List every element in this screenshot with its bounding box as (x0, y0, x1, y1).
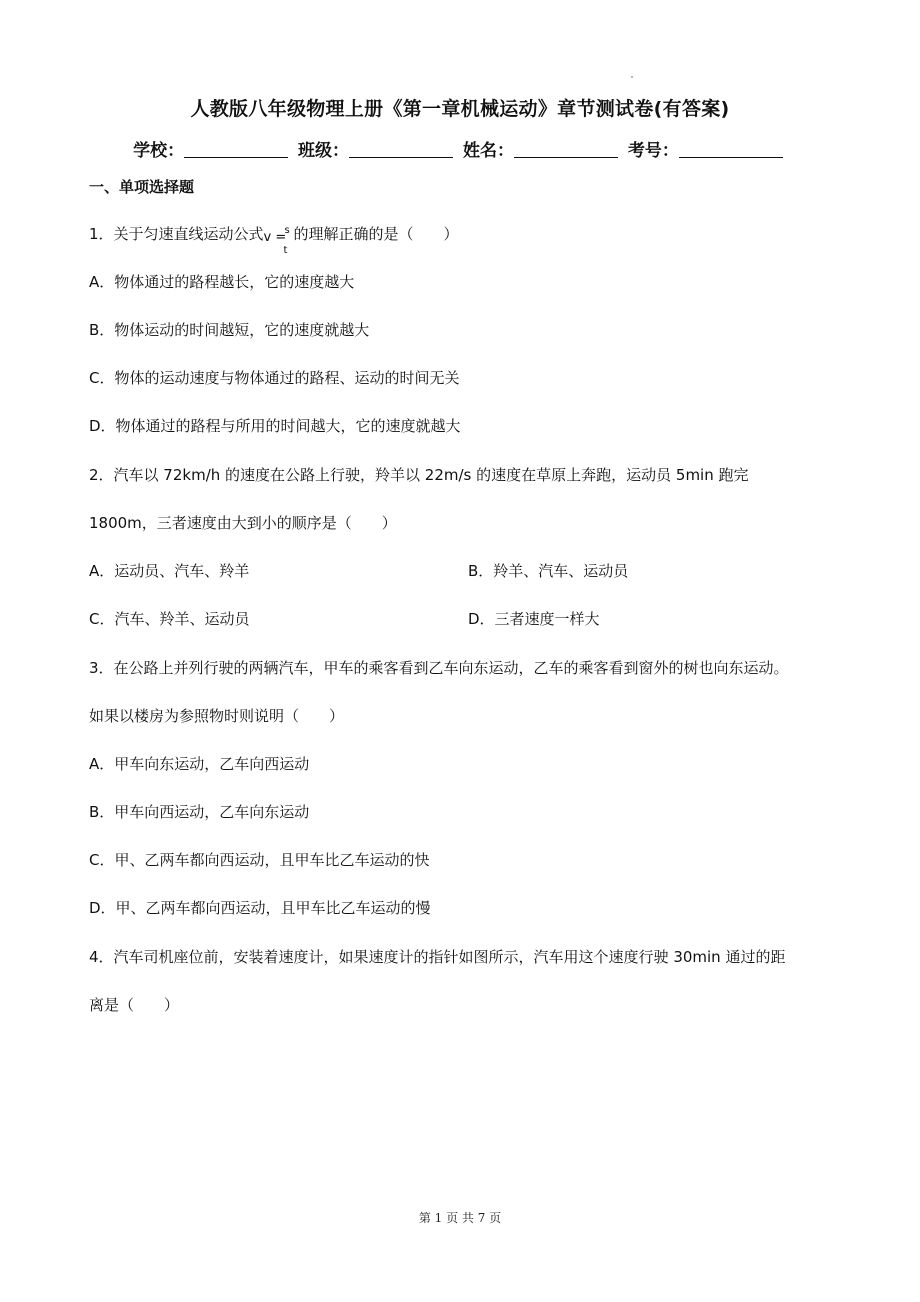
question-4-stem-line-1: 4．汽车司机座位前，安装着速度计，如果速度计的指针如图所示，汽车用这个速度行驶 30min 通过的距 (89, 948, 786, 966)
scan-dot (631, 76, 633, 78)
class-label: 班级： (298, 141, 350, 161)
question-2-stem-line-2: 1800m，三者速度由大到小的顺序是（ ） (89, 514, 397, 532)
question-2-option-d: D．三者速度一样大 (468, 610, 600, 628)
question-2-stem-line-1: 2．汽车以 72km/h 的速度在公路上行驶，羚羊以 22m/s 的速度在草原上奔跑，运动员 5min 跑完 (89, 466, 749, 484)
question-4-stem-line-2: 离是（ ） (89, 996, 180, 1014)
question-3-option-a: A．甲车向东运动，乙车向西运动 (89, 755, 310, 773)
document-title: 人教版八年级物理上册《第一章机械运动》章节测试卷(有答案) (190, 98, 730, 120)
question-1-option-b: B．物体运动的时间越短，它的速度就越大 (89, 321, 370, 339)
question-3-option-c: C．甲、乙两车都向西运动，且甲车比乙车运动的快 (89, 851, 430, 869)
question-1-option-a: A．物体通过的路程越长，它的速度越大 (89, 273, 355, 291)
velocity-formula (263, 224, 294, 256)
student-info-row (0, 136, 920, 161)
question-1-suffix: 的理解正确的是（ ） (293, 225, 459, 243)
class-blank[interactable] (349, 141, 453, 158)
formula-v: v = (263, 230, 287, 245)
formula-t: t (283, 245, 288, 256)
name-blank[interactable] (514, 141, 618, 158)
question-1-stem (89, 224, 459, 256)
question-3-option-b: B．甲车向西运动，乙车向东运动 (89, 803, 310, 821)
exam-no-label: 考号： (627, 141, 679, 161)
school-blank[interactable] (184, 141, 288, 158)
page-footer: 第 1 页 共 7 页 (418, 1211, 502, 1225)
name-label: 姓名： (462, 141, 514, 161)
question-3-option-d: D．甲、乙两车都向西运动，且甲车比乙车运动的慢 (89, 899, 431, 917)
question-2-option-b: B．羚羊、汽车、运动员 (468, 562, 629, 580)
formula-s: s (284, 225, 290, 236)
question-1-prefix: 1．关于匀速直线运动公式 (89, 225, 264, 243)
school-label: 学校： (133, 141, 185, 161)
question-3-stem-line-1: 3．在公路上并列行驶的两辆汽车，甲车的乘客看到乙车向东运动，乙车的乘客看到窗外的树也向东运动。 (89, 659, 789, 677)
section-title: 一、单项选择题 (89, 178, 195, 196)
question-1-option-c: C．物体的运动速度与物体通过的路程、运动的时间无关 (89, 369, 460, 387)
question-2-option-c: C．汽车、羚羊、运动员 (89, 610, 250, 628)
question-2-option-a: A．运动员、汽车、羚羊 (89, 562, 250, 580)
question-1-option-d: D．物体通过的路程与所用的时间越大，它的速度就越大 (89, 417, 461, 435)
question-3-stem-line-2: 如果以楼房为参照物时则说明（ ） (89, 707, 345, 725)
exam-no-blank[interactable] (679, 141, 783, 158)
